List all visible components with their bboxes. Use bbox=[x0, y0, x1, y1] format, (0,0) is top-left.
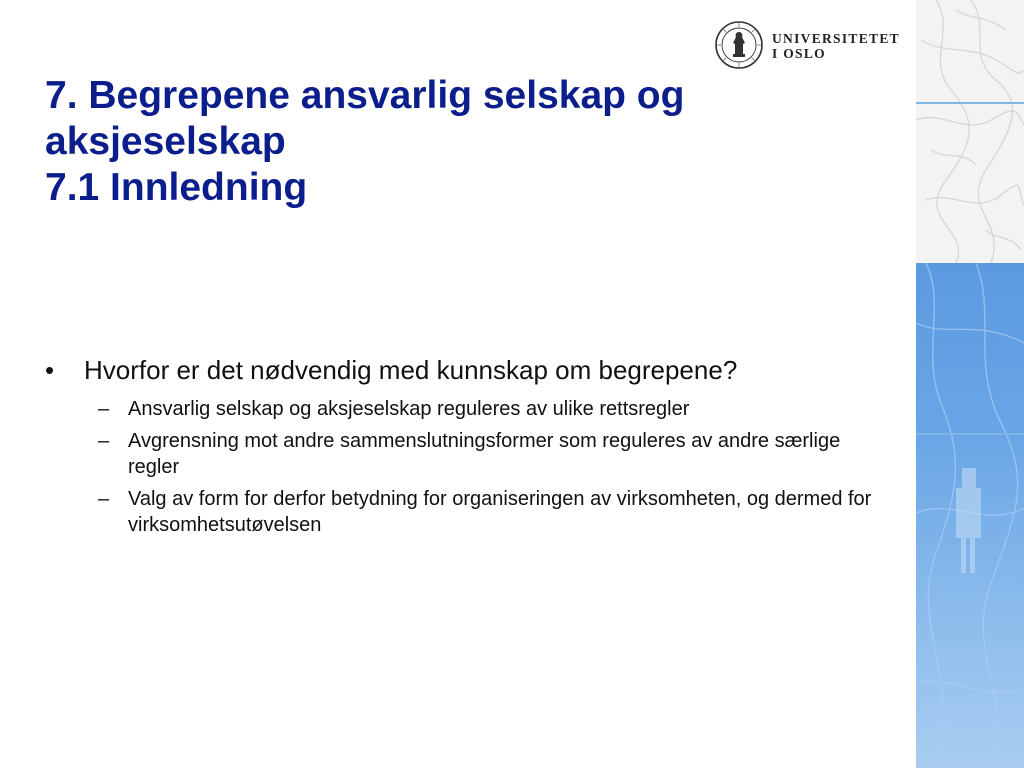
sub-item-text: Valg av form for derfor betydning for organiseringen av virksomheten, og dermed for virksomhetsutøvelsen bbox=[128, 488, 872, 536]
sub-item bbox=[45, 486, 888, 538]
sub-item-text: Ansvarlig selskap og aksjeselskap reguleres av ulike rettsregler bbox=[128, 398, 690, 420]
sub-item bbox=[45, 428, 888, 480]
title-line-3: 7.1 Innledning bbox=[45, 166, 308, 209]
bullet-text: Hvorfor er det nødvendig med kunnskap om begrepene? bbox=[84, 355, 738, 385]
sub-mark: – bbox=[98, 488, 110, 510]
side-panel-top bbox=[916, 0, 1024, 263]
side-panel-bottom bbox=[916, 263, 1024, 768]
bullet-mark: • bbox=[45, 355, 55, 385]
university-name bbox=[772, 31, 900, 61]
bullet-item bbox=[45, 354, 905, 386]
sub-mark: – bbox=[98, 398, 110, 420]
title-line-2: aksjeselskap bbox=[45, 120, 286, 163]
sub-item bbox=[45, 396, 888, 422]
slide-title bbox=[45, 73, 905, 211]
university-logo bbox=[714, 20, 904, 72]
decor-line bbox=[916, 433, 1024, 435]
decor-line bbox=[916, 102, 1024, 104]
slide-body bbox=[45, 354, 905, 538]
logo-line-2: I OSLO bbox=[772, 46, 826, 61]
statue-pattern-icon bbox=[916, 0, 1024, 263]
statue-pattern-icon bbox=[916, 263, 1024, 768]
logo-line-1: UNIVERSITETET bbox=[772, 31, 900, 46]
university-seal-icon bbox=[714, 20, 764, 70]
sub-item-text: Avgrensning mot andre sammenslutningsformer som reguleres av andre særlige regler bbox=[128, 430, 841, 478]
title-line-1: 7. Begrepene ansvarlig selskap og bbox=[45, 74, 685, 117]
sub-mark: – bbox=[98, 430, 110, 452]
